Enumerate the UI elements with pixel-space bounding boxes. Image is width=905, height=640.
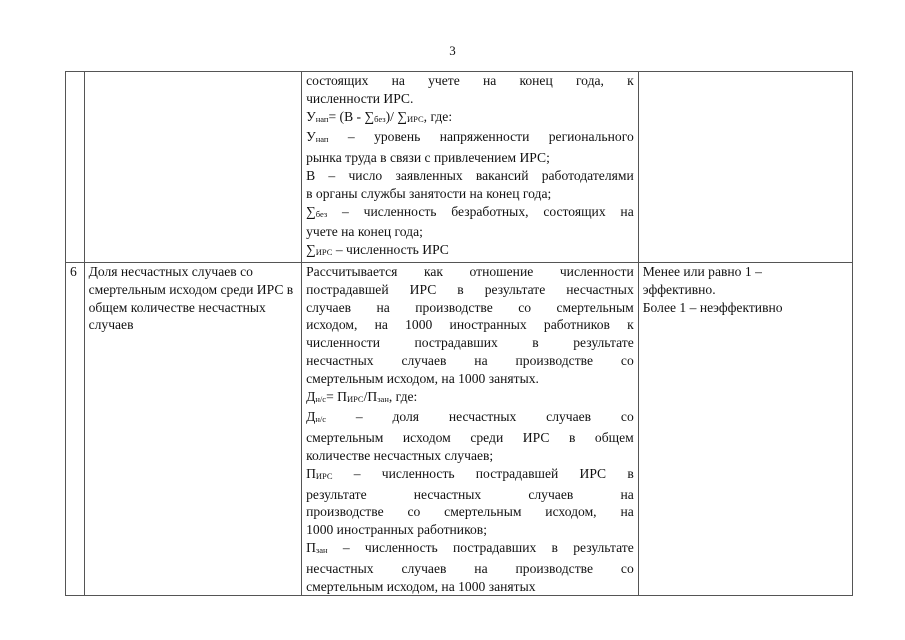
row-number-cell bbox=[66, 72, 85, 263]
table-row bbox=[66, 262, 853, 595]
text-line: производстве со смертельным исходом, на bbox=[306, 504, 634, 520]
text-line: пострадавшей ИРС в результате несчастных bbox=[306, 281, 634, 297]
text-line: смертельным исходом, на 1000 занятых. bbox=[306, 370, 539, 386]
text-line: $\sum_{ИРС}$ – численность ИРС bbox=[306, 242, 449, 258]
page-number: 3 bbox=[449, 43, 456, 58]
text-line: численности ИРС. bbox=[306, 90, 414, 106]
text-line: численности пострадавших в результате bbox=[306, 335, 634, 351]
formula-line: $Д_{н/с}= П_{ИРС}/П_{зан}$, где: bbox=[306, 388, 418, 404]
text-line: в органы службы занятости на конец года; bbox=[306, 185, 552, 201]
text-line: Рассчитывается как отношение численности bbox=[306, 263, 634, 279]
text-line: количестве несчастных случаев; bbox=[306, 447, 494, 463]
row-number-cell: 6 bbox=[66, 262, 85, 595]
text-line: эффективно. bbox=[642, 281, 716, 297]
text-line: случаев на производстве со смертельным bbox=[306, 299, 634, 315]
formula-line: $У_{нап}= (В - \sum_{без})/$ $\sum_{ИРС}$, где: bbox=[306, 108, 453, 124]
text-line: В – число заявленных вакансий работодателями bbox=[306, 167, 634, 183]
text-line: $П_{ИРС}$ – численность пострадавшей ИРС в bbox=[306, 465, 634, 481]
text-line: смертельным исходом среди ИРС в общем bbox=[306, 430, 634, 446]
text-line: 1000 иностранных работников; bbox=[306, 522, 487, 538]
criteria-cell bbox=[638, 72, 852, 263]
text-line: $\sum_{без}$ – численность безработных, состоящих на bbox=[306, 203, 634, 219]
text-line: результате несчастных случаев на bbox=[306, 486, 634, 502]
text-line: Менее или равно 1 – bbox=[642, 263, 762, 279]
text-line: исходом, на 1000 иностранных работников к bbox=[306, 317, 634, 333]
text-line: учете на конец года; bbox=[306, 224, 423, 240]
table-row bbox=[66, 72, 853, 263]
indicator-cell bbox=[84, 72, 302, 263]
indicator-cell: Доля несчастных случаев со смертельным исходом среди ИРС в общем количестве несчастных случаев bbox=[84, 262, 302, 595]
text-line: $П_{зан}$ – численность пострадавших в результате bbox=[306, 539, 634, 555]
text-line: состоящих на учете на конец года, к bbox=[306, 73, 634, 88]
method-cell bbox=[302, 72, 639, 263]
text-line: $Д_{н/с}$ – доля несчастных случаев со bbox=[306, 409, 634, 425]
text-line: Более 1 – неэффективно bbox=[642, 299, 783, 315]
text-line: $У_{нап}$ – уровень напряженности регионального bbox=[306, 129, 634, 145]
text-line: смертельным исходом, на 1000 занятых bbox=[306, 578, 536, 594]
criteria-cell bbox=[638, 262, 852, 595]
method-cell bbox=[302, 262, 639, 595]
text-line: несчастных случаев на производстве со bbox=[306, 352, 634, 368]
text-line: несчастных случаев на производстве со bbox=[306, 560, 634, 576]
indicators-table bbox=[65, 71, 853, 596]
text-line: рынка труда в связи с привлечением ИРС; bbox=[306, 150, 550, 166]
